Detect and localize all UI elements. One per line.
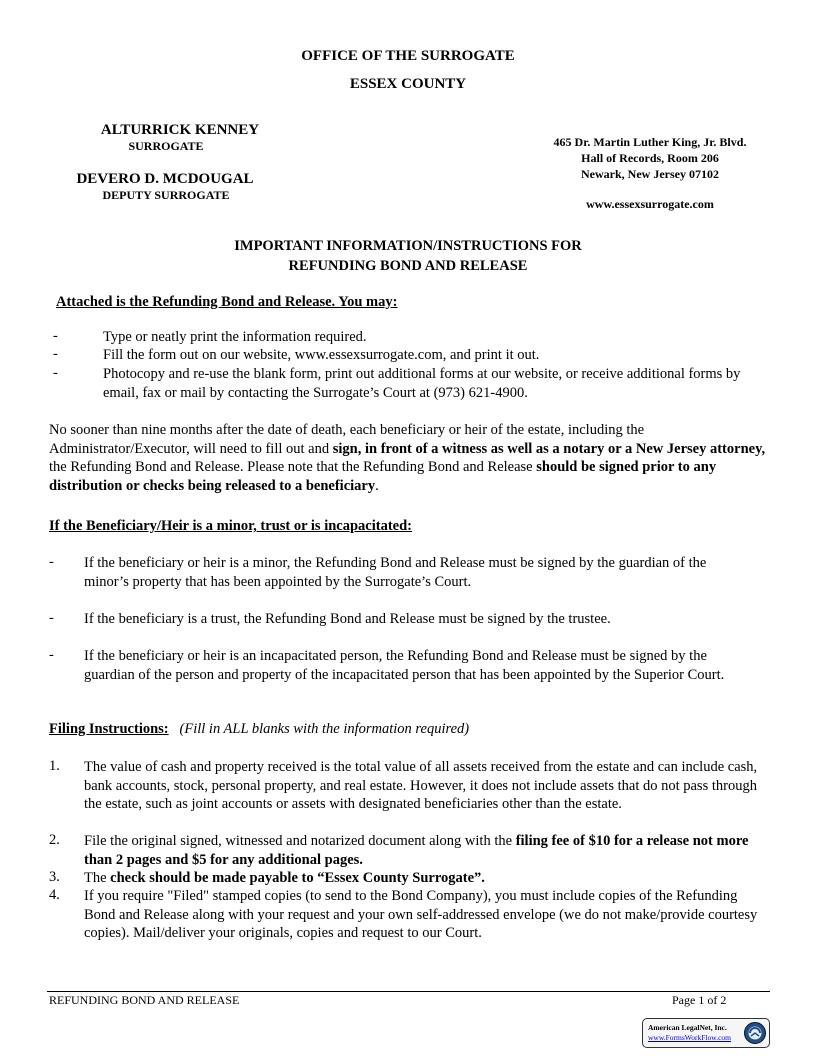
- attached-heading: Attached is the Refunding Bond and Release. You may:: [56, 294, 398, 310]
- surrogate-name: ALTURRICK KENNEY: [100, 122, 260, 138]
- witness-paragraph: [49, 421, 769, 495]
- paragraph-text: .: [375, 477, 379, 494]
- minor-item-3: If the beneficiary or heir is an incapacitated person, the Refunding Bond and Release must be signed by the guardian of the person and property of the incapacitated person that has been appointed by the Superior Court.: [84, 648, 725, 683]
- surrogate-title: SURROGATE: [128, 139, 204, 153]
- minor-heading: If the Beneficiary/Heir is a minor, trust or is incapacitated:: [49, 518, 412, 534]
- minor-item-2: If the beneficiary is a trust, the Refunding Bond and Release must be signed by the trustee.: [84, 611, 611, 627]
- attached-item-2: Fill the form out on our website, www.essexsurrogate.com, and print it out.: [103, 347, 540, 363]
- footer-divider: [47, 991, 770, 992]
- item-number: 3.: [49, 869, 60, 885]
- legalnet-logo[interactable]: [642, 1018, 770, 1048]
- address-line-3: Newark, New Jersey 07102: [581, 167, 719, 181]
- filing-heading: Filing Instructions:: [49, 721, 169, 737]
- logo-url[interactable]: www.FormsWorkFlow.com: [648, 1033, 732, 1042]
- logo-company-name: American LegalNet, Inc.: [648, 1023, 727, 1032]
- deputy-name: DEVERO D. MCDOUGAL: [76, 171, 254, 187]
- instructions-title-2: REFUNDING BOND AND RELEASE: [288, 258, 528, 274]
- attached-item-1: Type or neatly print the information required.: [103, 329, 367, 345]
- bullet-dash: -: [49, 554, 54, 570]
- payable-text: check should be made payable to “Essex County Surrogate”.: [110, 870, 485, 886]
- filing-item-3: [84, 869, 774, 888]
- filing-item-4: If you require "Filed" stamped copies (to send to the Bond Company), you must include copies of the Refunding Bond and Release along with your request and your own self-addressed envelope (we do not make/provide courtesy copies). Mail/deliver your originals, copies and request to our Court.: [84, 888, 758, 941]
- footer-page-number: Page 1 of 2: [672, 993, 727, 1007]
- filing-note: (Fill in ALL blanks with the information required): [179, 721, 470, 737]
- bullet-dash: -: [49, 647, 54, 663]
- bullet-dash: -: [53, 328, 58, 344]
- filing-heading-row: [49, 720, 469, 739]
- filing-item-1: The value of cash and property received is the total value of all assets received from the estate and can include cash, bank accounts, stock, personal property, and real estate. However, it does not include assets that do not pass through the estate, such as joint accounts or assets with designated beneficiaries other than the estate.: [84, 759, 758, 812]
- paragraph-bold-text: sign, in front of a witness as well as a notary or a New Jersey attorney,: [332, 440, 766, 457]
- paragraph-bold-text: should be signed prior to any distribution or checks being released to a beneficiary: [49, 459, 717, 494]
- filing-item-2: [84, 832, 764, 869]
- bullet-dash: -: [53, 346, 58, 362]
- footer-doc-title: REFUNDING BOND AND RELEASE: [49, 993, 240, 1007]
- address-line-1: 465 Dr. Martin Luther King, Jr. Blvd.: [553, 135, 747, 149]
- paragraph-text: the Refunding Bond and Release. Please note that the Refunding Bond and Release: [49, 459, 537, 475]
- item-number: 2.: [49, 832, 60, 848]
- item-number: 4.: [49, 887, 60, 903]
- bullet-dash: -: [49, 610, 54, 626]
- office-title: OFFICE OF THE SURROGATE: [301, 48, 515, 64]
- item-number: 1.: [49, 758, 60, 774]
- deputy-title: DEPUTY SURROGATE: [102, 188, 230, 202]
- globe-icon: [743, 1021, 767, 1045]
- instructions-title-1: IMPORTANT INFORMATION/INSTRUCTIONS FOR: [234, 238, 582, 254]
- minor-item-1: If the beneficiary or heir is a minor, the Refunding Bond and Release must be signed by the guardian of the minor’s property that has been appointed by the Surrogate’s Court.: [84, 555, 707, 590]
- filing-item-2-text: File the original signed, witnessed and notarized document along with the: [84, 833, 516, 849]
- county-title: ESSEX COUNTY: [349, 76, 467, 92]
- website-text: www.essexsurrogate.com: [586, 197, 714, 211]
- paragraph-text: No sooner than nine months after the date of death, each beneficiary or heir of the estate, including the Administrator/Executor, will need to fill out and: [49, 422, 645, 457]
- attached-item-3: Photocopy and re-use the blank form, print out additional forms at our website, or receive additional forms by email, fax or mail by contacting the Surrogate’s Court at (973) 621-4900.: [103, 366, 741, 401]
- address-line-2: Hall of Records, Room 206: [581, 151, 719, 165]
- bullet-dash: -: [53, 365, 58, 381]
- filing-item-3-text: The: [84, 870, 111, 886]
- filing-fee-text: filing fee of $10 for a release not more than 2 pages and $5 for any additional pages.: [84, 833, 749, 868]
